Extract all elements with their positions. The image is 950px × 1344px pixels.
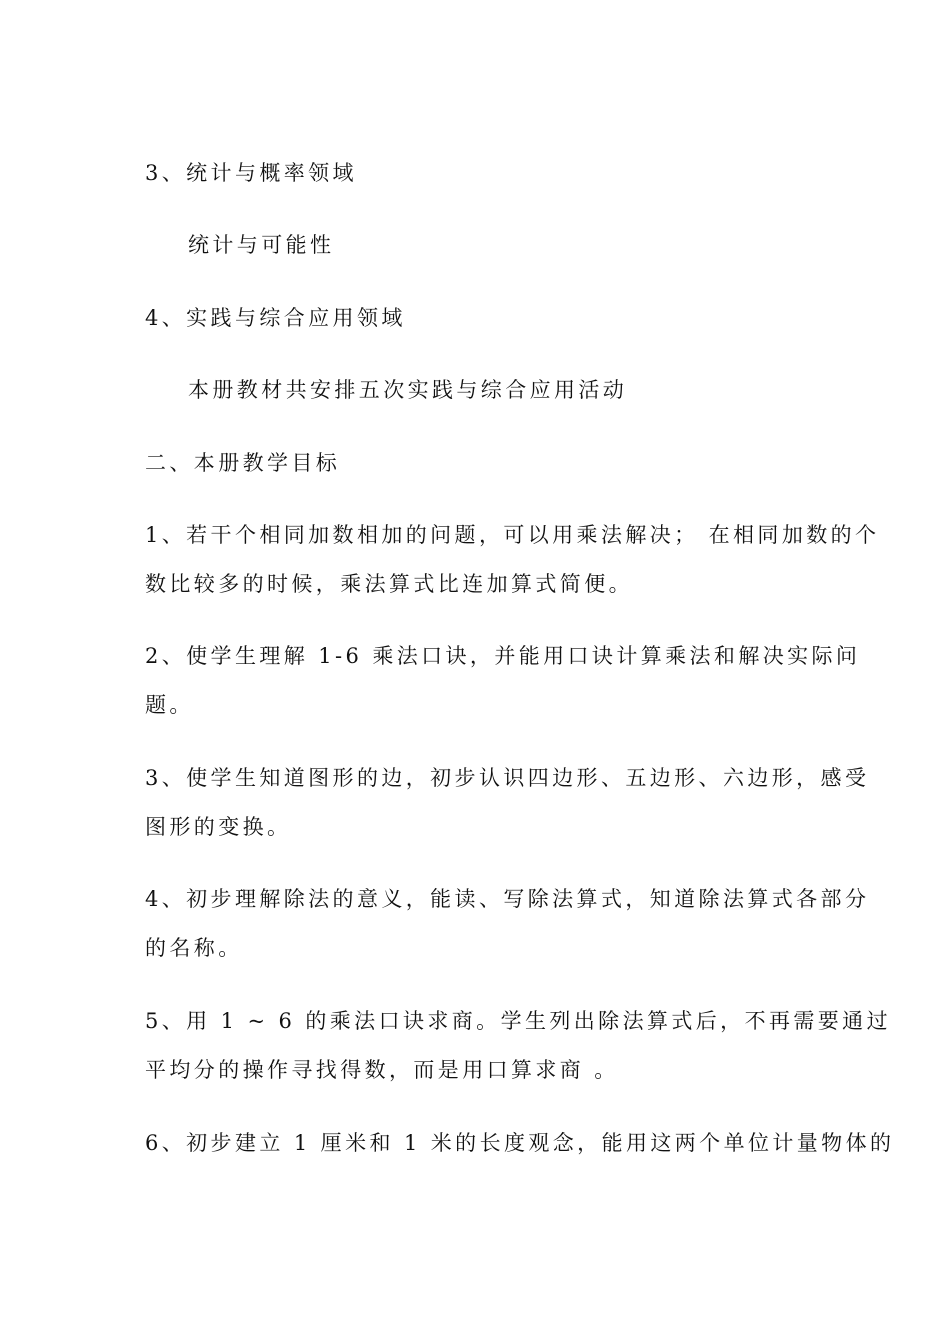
- section-item-practice-activities: 本册教材共安排五次实践与综合应用活动: [188, 378, 628, 402]
- goal-4-line-2: 的名称。: [145, 936, 243, 960]
- goal-2-line-1: 2、使学生理解 1-6 乘法口诀，并能用口诀计算乘法和解决实际问: [145, 644, 861, 668]
- goal-2-line-2: 题。: [145, 693, 194, 717]
- goal-5-line-2: 平均分的操作寻找得数，而是用口算求商 。: [145, 1058, 619, 1082]
- goal-6-line-1: 6、初步建立 1 厘米和 1 米的长度观念，能用这两个单位计量物体的: [145, 1131, 895, 1155]
- goal-3-line-2: 图形的变换。: [145, 815, 292, 839]
- section-heading-practice: 4、实践与综合应用领域: [145, 306, 406, 330]
- goal-1-line-1: 1、若干个相同加数相加的问题，可以用乘法解决； 在相同加数的个: [145, 523, 880, 547]
- chapter-heading-teaching-goals: 二、本册教学目标: [145, 451, 341, 475]
- section-item-statistics-possibility: 统计与可能性: [188, 233, 335, 257]
- goal-1-line-2: 数比较多的时候，乘法算式比连加算式简便。: [145, 572, 633, 596]
- goal-5-line-1: 5、用 1 ~ 6 的乘法口诀求商。学生列出除法算式后，不再需要通过: [145, 1009, 891, 1033]
- goal-4-line-1: 4、初步理解除法的意义，能读、写除法算式，知道除法算式各部分: [145, 887, 870, 911]
- section-heading-statistics: 3、统计与概率领域: [145, 161, 357, 185]
- goal-3-line-1: 3、使学生知道图形的边，初步认识四边形、五边形、六边形，感受: [145, 766, 870, 790]
